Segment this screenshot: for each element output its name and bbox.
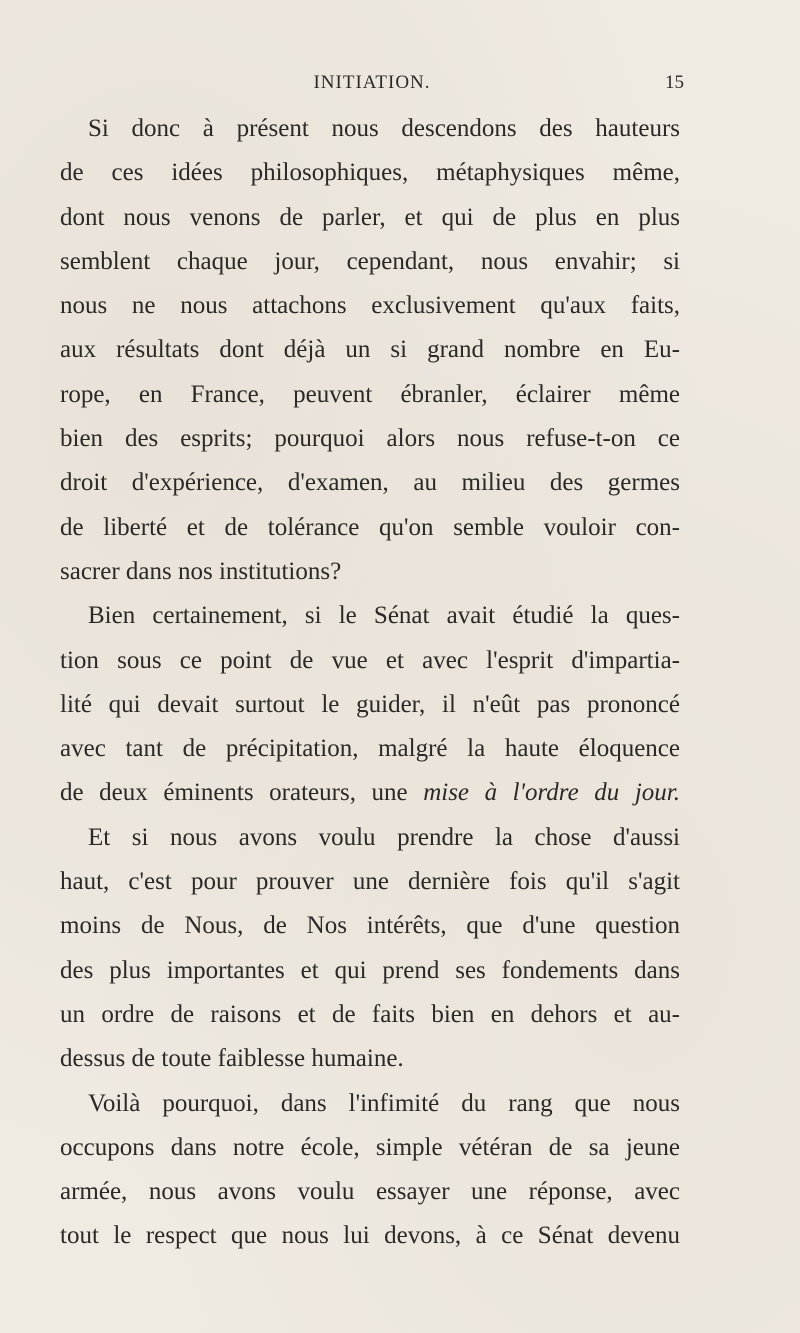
text-line-content: occupons dans notre école, simple vétéran de sa jeune — [60, 1133, 680, 1161]
text-line — [60, 328, 680, 372]
text-line-content: des plus importantes et qui prend ses fondements dans — [60, 956, 680, 984]
running-head — [60, 72, 684, 102]
text-line — [60, 639, 680, 683]
text-line — [60, 771, 680, 815]
text-line — [60, 816, 680, 860]
text-line-content: tout le respect que nous lui devons, à ce Sénat devenu — [60, 1222, 680, 1250]
text-line-content: Et si nous avons voulu prendre la chose d'aussi — [88, 823, 680, 851]
text-line-content: haut, c'est pour prouver une dernière fois qu'il s'agit — [60, 868, 680, 896]
text-line-content: Bien certainement, si le Sénat avait étudié la ques- — [88, 602, 680, 630]
text-line-content: rope, en France, peuvent ébranler, éclairer même — [60, 380, 680, 408]
text-line-content: de ces idées philosophiques, métaphysiques même, — [60, 159, 680, 187]
text-line-content: aux résultats dont déjà un si grand nombre en Eu- — [60, 336, 680, 364]
text-line — [60, 949, 680, 993]
text-line — [60, 1126, 680, 1170]
text-line — [60, 151, 680, 195]
text-line-content: nous ne nous attachons exclusivement qu'aux faits, — [60, 292, 680, 320]
text-line-content: avec tant de précipitation, malgré la haute éloquence — [60, 735, 680, 763]
text-line — [60, 1170, 680, 1214]
text-line-content: dessus de toute faiblesse humaine. — [60, 1045, 404, 1073]
text-line-content: moins de Nous, de Nos intérêts, que d'une question — [60, 912, 680, 940]
text-line — [60, 373, 680, 417]
text-line — [60, 284, 680, 328]
text-line-content: bien des esprits; pourquoi alors nous refuse-t-on ce — [60, 425, 680, 453]
text-line — [60, 240, 680, 284]
text-line-content: lité qui devait surtout le guider, il n'eût pas prononcé — [60, 690, 680, 718]
text-line — [60, 904, 680, 948]
text-line-content: Si donc à présent nous descendons des hauteurs — [88, 115, 680, 142]
text-line — [60, 860, 680, 904]
text-line — [60, 727, 680, 771]
text-line — [60, 993, 680, 1037]
text-line-content: de deux éminents orateurs, une — [60, 779, 408, 807]
text-line-content: de liberté et de tolérance qu'on semble vouloir con- — [60, 513, 680, 541]
text-line-content: dont nous venons de parler, et qui de plus en plus — [60, 203, 680, 231]
text-line-content: semblent chaque jour, cependant, nous envahir; si — [60, 247, 680, 275]
text-line — [60, 1037, 680, 1081]
text-line — [60, 1214, 680, 1258]
italic-phrase: mise à l'ordre du jour. — [423, 779, 680, 807]
text-line — [60, 683, 680, 727]
text-line — [60, 107, 680, 151]
body-text — [60, 107, 680, 1259]
text-line — [60, 417, 680, 461]
text-line — [60, 461, 680, 505]
page-number: 15 — [665, 72, 684, 93]
text-line — [60, 550, 680, 594]
running-title: INITIATION. — [313, 72, 431, 93]
text-line-content: tion sous ce point de vue et avec l'esprit d'impartia- — [60, 646, 680, 674]
text-line — [60, 196, 680, 240]
text-line-content: droit d'expérience, d'examen, au milieu des germes — [60, 469, 680, 497]
text-line-content: sacrer dans nos institutions? — [60, 557, 342, 585]
text-line-content: Voilà pourquoi, dans l'infimité du rang que nous — [88, 1089, 680, 1117]
text-line-content: armée, nous avons voulu essayer une réponse, avec — [60, 1178, 680, 1206]
text-line — [60, 594, 680, 638]
text-line — [60, 1082, 680, 1126]
text-line — [60, 506, 680, 550]
text-line-content: un ordre de raisons et de faits bien en dehors et au- — [60, 1000, 680, 1028]
